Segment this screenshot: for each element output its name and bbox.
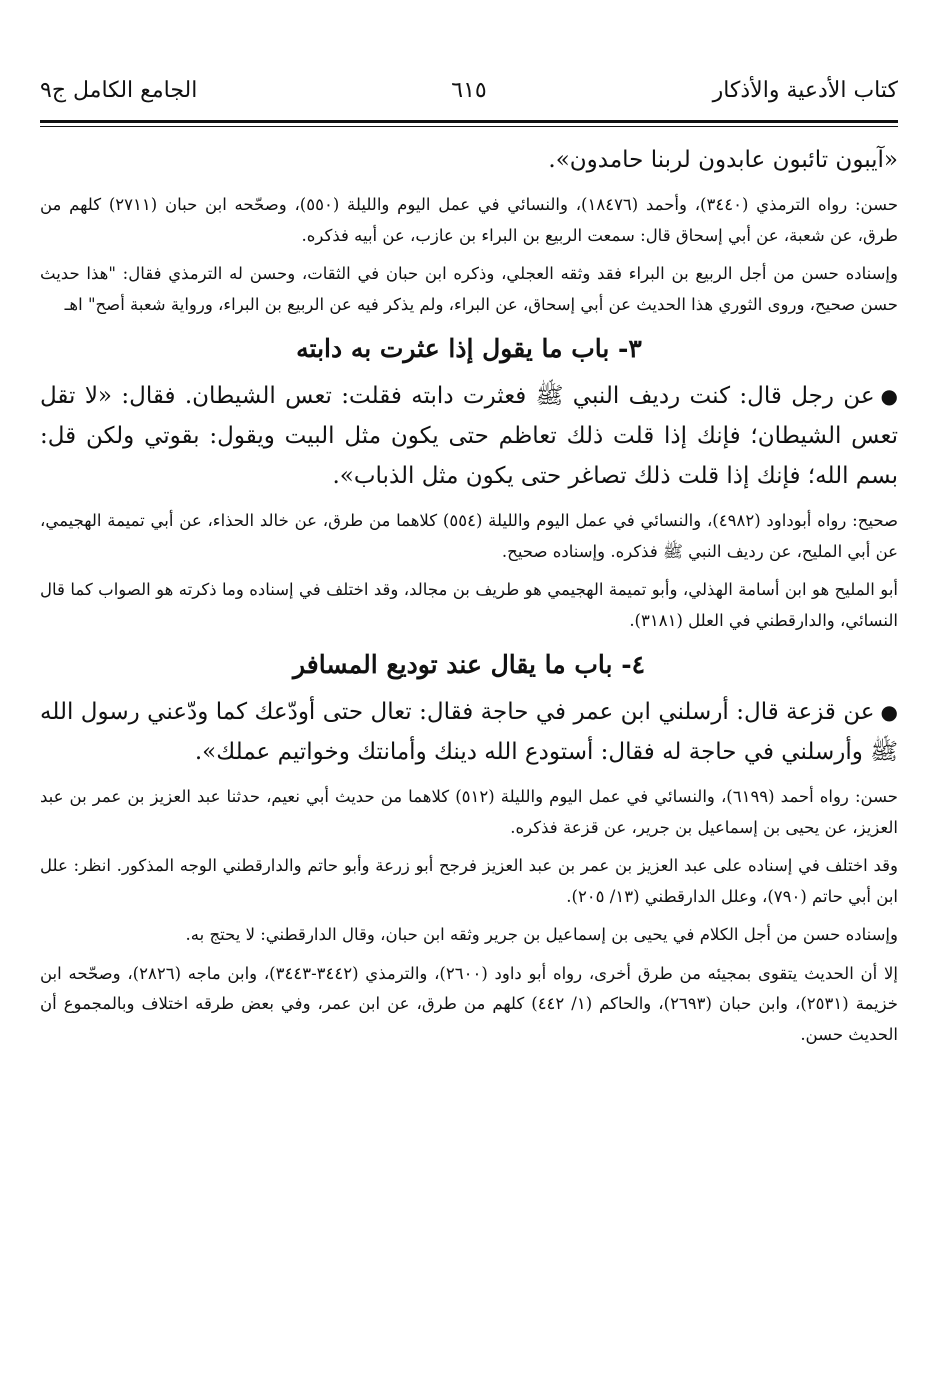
hadith-body: عن رجل قال: كنت رديف النبي ﷺ فعثرت دابته فقلت: تعس الشيطان. فقال: «لا تقل تعس الشيطان؛ فإنك إذا قلت ذلك تعاظم حتى يكون مثل البيت ويقول: بقوتي ولكن قل: بسم الله؛ فإنك إذا قلت ذلك تصاغر حتى يكون مثل الذباب». xyxy=(40,383,898,489)
page-number: ٦١٥ xyxy=(451,78,487,103)
header-rule-thin xyxy=(40,126,898,127)
series-title: الجامع الكامل ج٩ xyxy=(40,78,198,103)
running-header xyxy=(40,70,898,116)
hadith-text xyxy=(40,376,898,496)
isnad-note: وإسناده حسن من أجل الربيع بن البراء فقد وثقه العجلي، وذكره ابن حبان في الثقات، وحسن له الترمذي فقال: "هذا حديث حسن صحيح، وروى الثوري هذا الحديث عن أبي إسحاق، عن البراء، ولم يذكر فيه عن الربيع بن البراء، ورواية شعبة أصح" اهـ xyxy=(40,264,898,314)
isnad-note: وإسناده حسن من أجل الكلام في يحيى بن إسماعيل بن جرير وثقه ابن حبان، وقال الدارقطني: لا يحتج به. xyxy=(185,925,898,944)
bullet-icon: ● xyxy=(880,700,898,724)
takhrij-note: حسن: رواه أحمد (٦١٩٩)، والنسائي في عمل اليوم والليلة (٥١٢) كلاهما من حديث أبي نعيم، حدثنا عبد العزيز بن عمر بن عبد العزيز، عن يحيى بن إسماعيل بن جرير، عن قزعة فذكره. xyxy=(40,787,899,837)
bullet-icon: ● xyxy=(880,384,898,408)
header-rule-thick xyxy=(40,120,898,123)
takhrij-note: حسن: رواه الترمذي (٣٤٤٠)، وأحمد (١٨٤٧٦)، والنسائي في عمل اليوم والليلة (٥٥٠)، وصحّحه ابن حبان (٢٧١١) كلهم من طرق، عن شعبة، عن أبي إسحاق قال: سمعت الربيع بن البراء بن عازب، عن أبيه فذكره. xyxy=(40,195,899,245)
ilal-note: وقد اختلف في إسناده على عبد العزيز بن عمر بن عبد العزيز فرجح أبو زرعة وأبو حاتم والدارقطني الوجه المذكور. انظر: علل ابن أبي حاتم (٧٩٠)، وعلل الدارقطني (١٣/ ٢٠٥). xyxy=(40,856,898,906)
supporting-routes-note: إلا أن الحديث يتقوى بمجيئه من طرق أخرى، رواه أبو داود (٢٦٠٠)، والترمذي (٣٤٤٢-٣٤٤٣)، وابن ماجه (٢٨٢٦)، وصحّحه ابن خزيمة (٢٥٣١)، وابن حبان (٢٦٩٣)، والحاكم (١/ ٤٤٢) كلهم من طرق، عن ابن عمر، وفي بعض طرقه اختلاف وبالمجموع أن الحديث حسن. xyxy=(40,963,898,1044)
hadith-ending: «آيبون تائبون عابدون لربنا حامدون». xyxy=(548,147,898,173)
book-page xyxy=(40,70,898,1360)
chapter-heading-3: ٣- باب ما يقول إذا عثرت به دابته xyxy=(296,334,642,363)
chapter-heading-4: ٤- باب ما يقال عند توديع المسافر xyxy=(292,650,646,679)
book-title: كتاب الأدعية والأذكار xyxy=(712,78,898,103)
page-body xyxy=(40,140,898,1058)
narrator-note: أبو المليح هو ابن أسامة الهذلي، وأبو تميمة الهجيمي هو طريف بن مجالد، وقد اختلف في إسناده وما ذكرته هو الصواب كما قال النسائي، والدارقطني في العلل (٣١٨١). xyxy=(40,580,898,630)
hadith-text xyxy=(40,692,898,772)
hadith-body: عن قزعة قال: أرسلني ابن عمر في حاجة فقال: تعال حتى أودّعك كما ودّعني رسول الله ﷺ وأرسلني في حاجة له فقال: أستودع الله دينك وأمانتك وخواتيم عملك». xyxy=(40,699,898,765)
takhrij-note: صحيح: رواه أبوداود (٤٩٨٢)، والنسائي في عمل اليوم والليلة (٥٥٤) كلاهما من طرق، عن خالد الحذاء، عن أبي تميمة الهجيمي، عن أبي المليح، عن رديف النبي ﷺ فذكره. وإسناده صحيح. xyxy=(40,511,898,561)
